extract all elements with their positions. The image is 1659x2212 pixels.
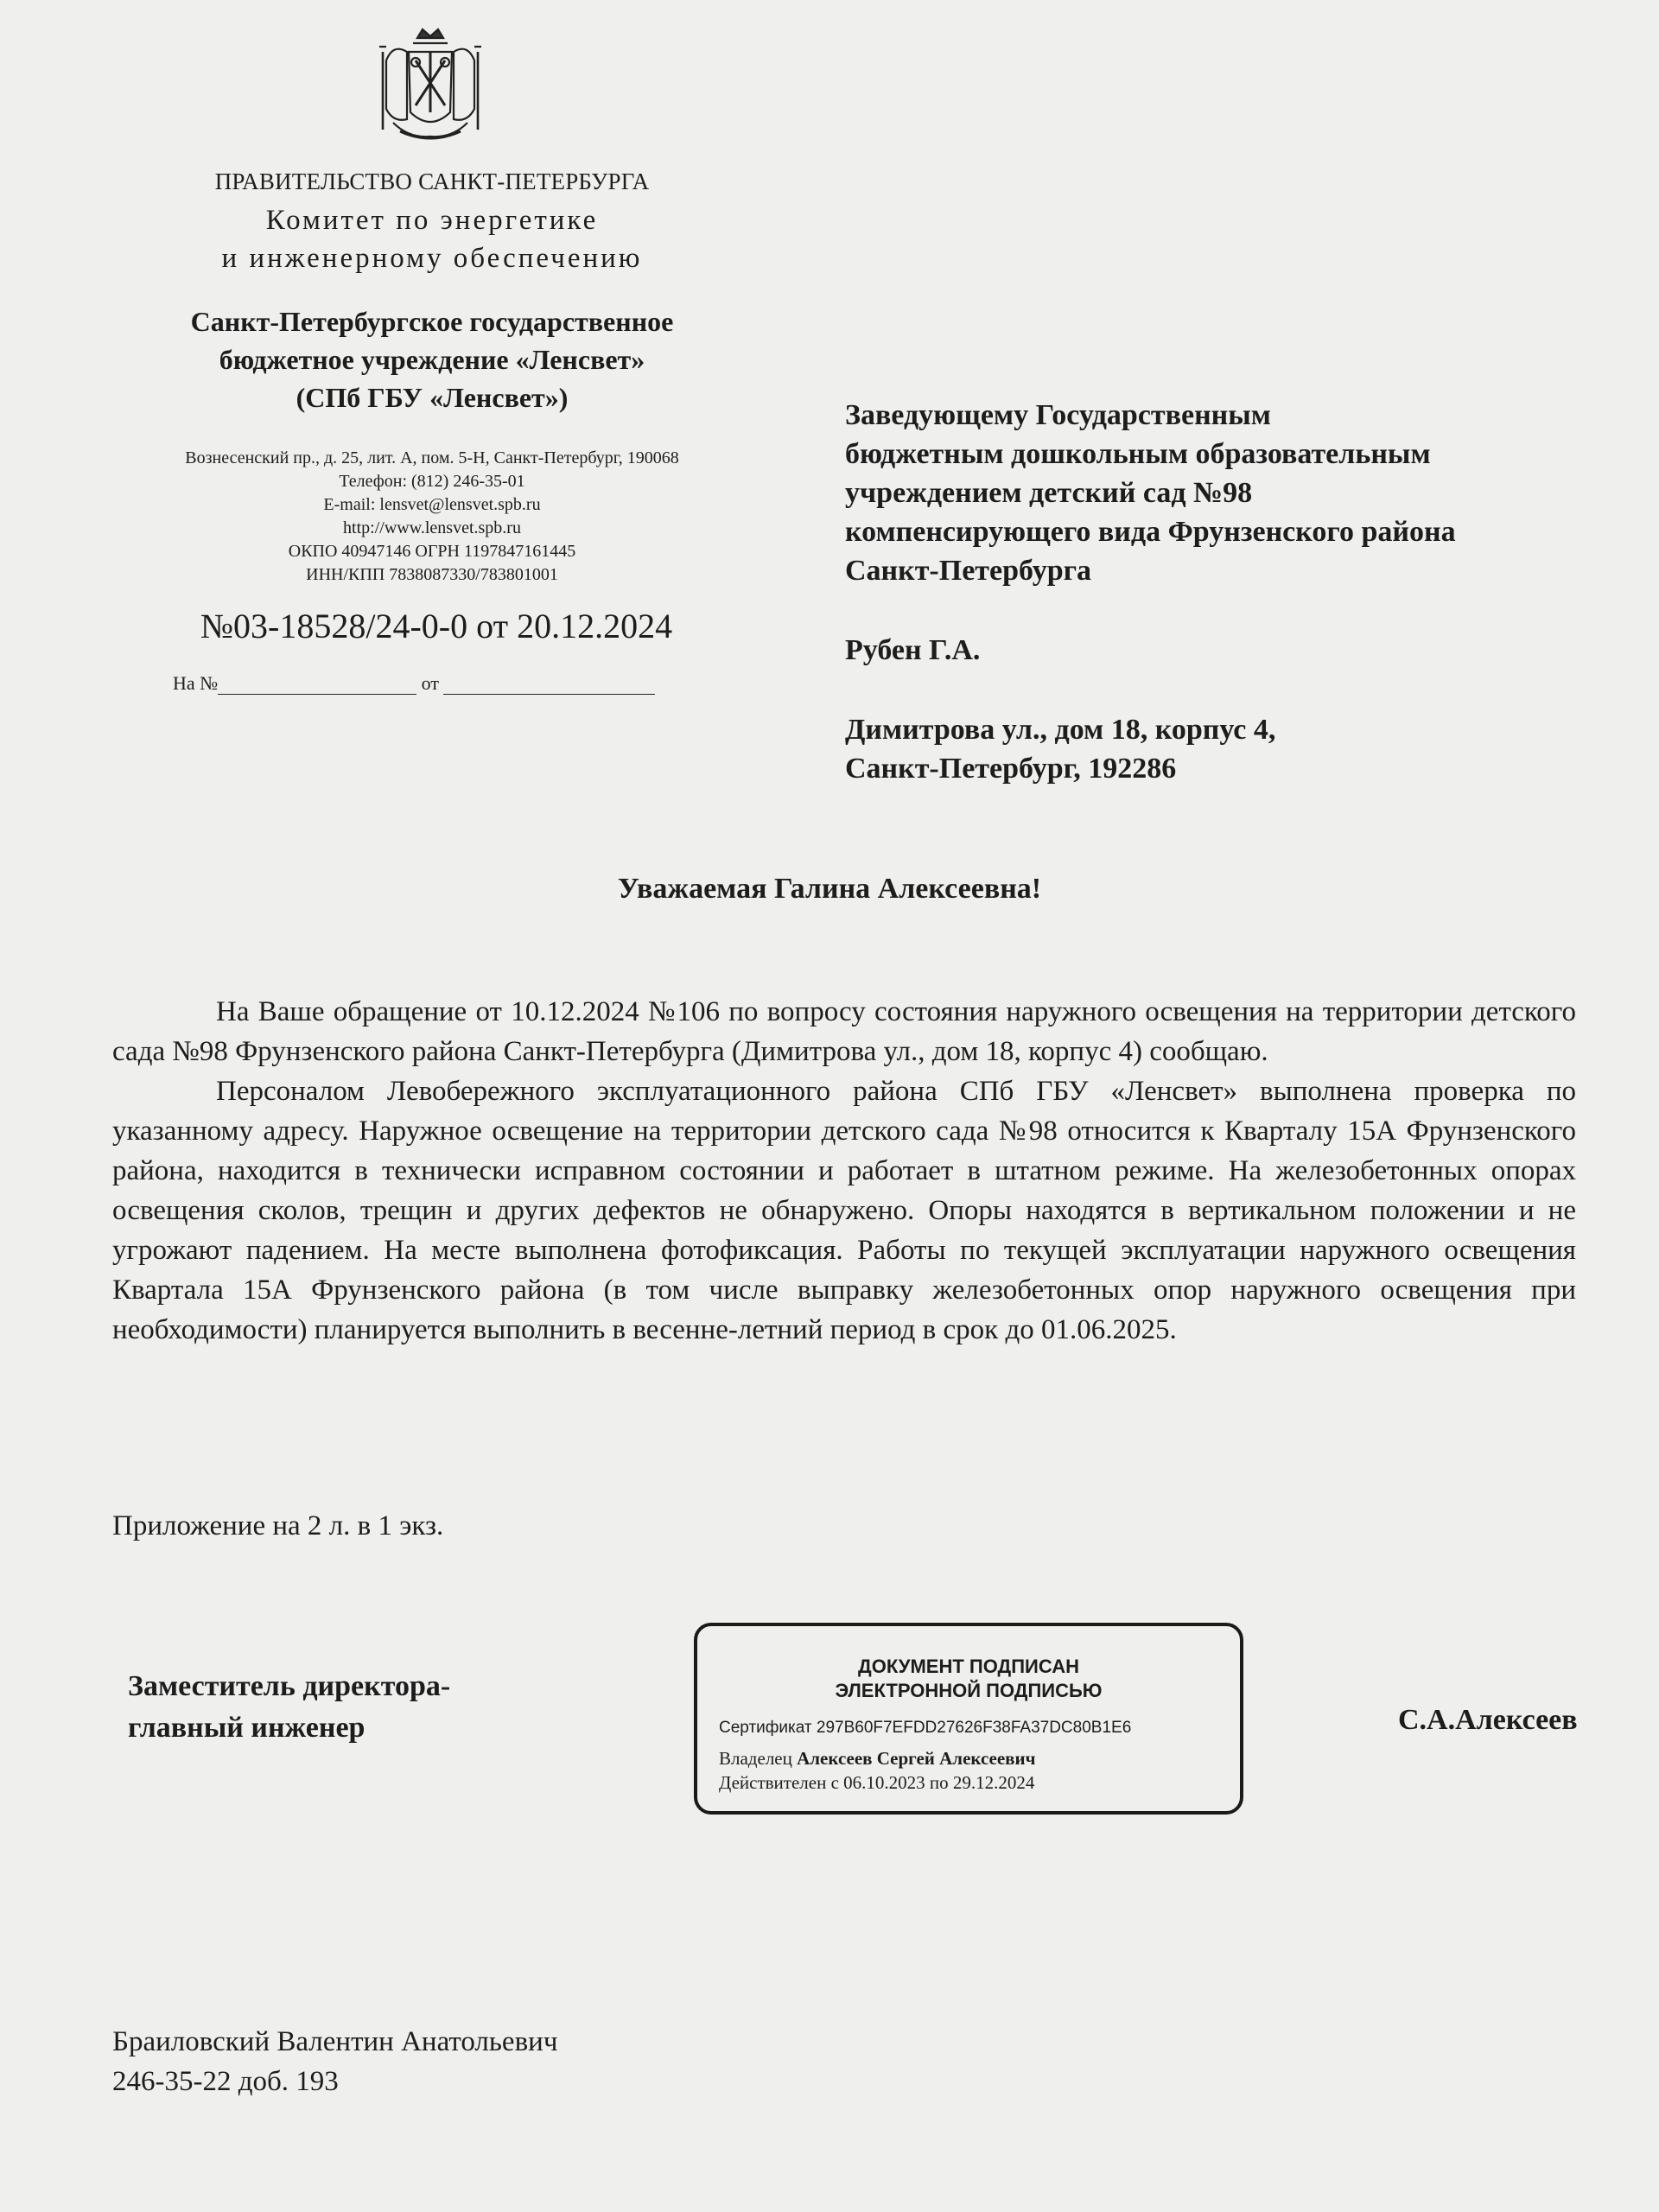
addressee-line: Санкт-Петербурга	[845, 555, 1092, 587]
addressee-name: Рубен Г.А.	[845, 634, 981, 666]
contact-inn-kpp: ИНН/КПП 7838087330/783801001	[306, 565, 558, 584]
coat-of-arms-emblem	[374, 26, 486, 147]
ref-number-label: На №	[173, 672, 219, 694]
stamp-owner-label: Владелец	[719, 1748, 792, 1769]
signer-position-line-2: главный инженер	[128, 1712, 365, 1744]
executor-info	[112, 2022, 557, 2101]
registration-number: №03-18528/24-0-0 от 20.12.2024	[200, 607, 673, 645]
salutation: Уважаемая Галина Алексеевна!	[617, 873, 1042, 905]
stamp-title	[697, 1655, 1240, 1703]
organization-contacts	[86, 447, 778, 587]
stamp-owner-value: Алексеев Сергей Алексеевич	[797, 1748, 1036, 1769]
stamp-title-line-2: ЭЛЕКТРОННОЙ ПОДПИСЬЮ	[835, 1680, 1103, 1701]
contact-address: Вознесенский пр., д. 25, лит. А, пом. 5-Н, Санкт-Петербург, 190068	[185, 448, 679, 467]
addressee-address	[845, 710, 1623, 788]
contact-okpo-ogrn: ОКПО 40947146 ОГРН 1197847161445	[288, 542, 576, 561]
stamp-validity: Действителен с 06.10.2023 по 29.12.2024	[719, 1772, 1035, 1793]
letter-body	[112, 992, 1576, 1350]
organization-name	[86, 302, 778, 416]
stamp-certificate-value: 297B60F7EFDD27626F38FA37DC80B1E6	[816, 1719, 1132, 1737]
addressee-line: Заведующему Государственным	[845, 399, 1271, 431]
contact-website: http://www.lensvet.spb.ru	[343, 518, 521, 537]
stamp-title-line-1: ДОКУМЕНТ ПОДПИСАН	[858, 1656, 1079, 1677]
address-line-1: Димитрова ул., дом 18, корпус 4,	[845, 714, 1276, 746]
org-line-2: бюджетное учреждение «Ленсвет»	[219, 344, 645, 375]
committee-name	[86, 201, 778, 277]
executor-phone: 246-35-22 доб. 193	[112, 2066, 339, 2097]
addressee-line: бюджетным дошкольным образовательным	[845, 438, 1431, 470]
appendix-note: Приложение на 2 л. в 1 экз.	[112, 1510, 444, 1541]
addressee-line: учреждением детский сад №98	[845, 477, 1253, 509]
signer-position-line-1: Заместитель директора-	[128, 1670, 451, 1702]
signer-position	[128, 1666, 450, 1749]
body-paragraph-1: На Ваше обращение от 10.12.2024 №106 по вопросу состояния наружного освещения на территории детского сада №98 Фрунзенского района Санкт-Петербурга (Димитрова ул., дом 18, корпус 4) сообщаю.	[112, 996, 1576, 1067]
ref-date-label: от	[421, 672, 439, 694]
electronic-signature-stamp	[694, 1623, 1243, 1815]
reference-line	[173, 672, 655, 695]
org-line-3: (СПб ГБУ «Ленсвет»)	[296, 382, 569, 413]
contact-email: E-mail: lensvet@lensvet.spb.ru	[323, 495, 541, 514]
stamp-owner	[719, 1748, 1035, 1770]
committee-line-1: Комитет по энергетике	[265, 205, 599, 236]
ref-date-blank	[443, 677, 655, 695]
committee-line-2: и инженерному обеспечению	[221, 243, 643, 274]
body-paragraph-2: Персоналом Левобережного эксплуатационного района СПб ГБУ «Ленсвет» выполнена проверка по указанному адресу. Наружное освещение на территории детского сада №98 относится к Кварталу 15А Фрунзенского района, находится в технически исправном состоянии и работает в штатном режиме. На железобетонных опорах освещения сколов, трещин и других дефектов не обнаружено. Опоры находятся в вертикальном положении и не угрожают падением. На месте выполнена фотофиксация. Работы по текущей эксплуатации наружного освещения Квартала 15А Фрунзенского района (в том числе выправку железобетонных опор наружного освещения при необходимости) планируется выполнить в весенне-летний период в срок до 01.06.2025.	[112, 1076, 1576, 1345]
ref-number-blank	[218, 677, 416, 695]
addressee-line: компенсирующего вида Фрунзенского района	[845, 516, 1456, 548]
org-line-1: Санкт-Петербургское государственное	[190, 306, 674, 337]
addressee-block	[845, 396, 1623, 590]
executor-name: Браиловский Валентин Анатольевич	[112, 2026, 558, 2057]
signer-name: С.А.Алексеев	[1398, 1704, 1578, 1736]
contact-phone: Телефон: (812) 246-35-01	[339, 472, 525, 491]
government-name: ПРАВИТЕЛЬСТВО САНКТ-ПЕТЕРБУРГА	[214, 168, 650, 194]
stamp-certificate-label: Сертификат	[719, 1719, 812, 1737]
address-line-2: Санкт-Петербург, 192286	[845, 753, 1177, 785]
stamp-certificate	[719, 1719, 1131, 1738]
